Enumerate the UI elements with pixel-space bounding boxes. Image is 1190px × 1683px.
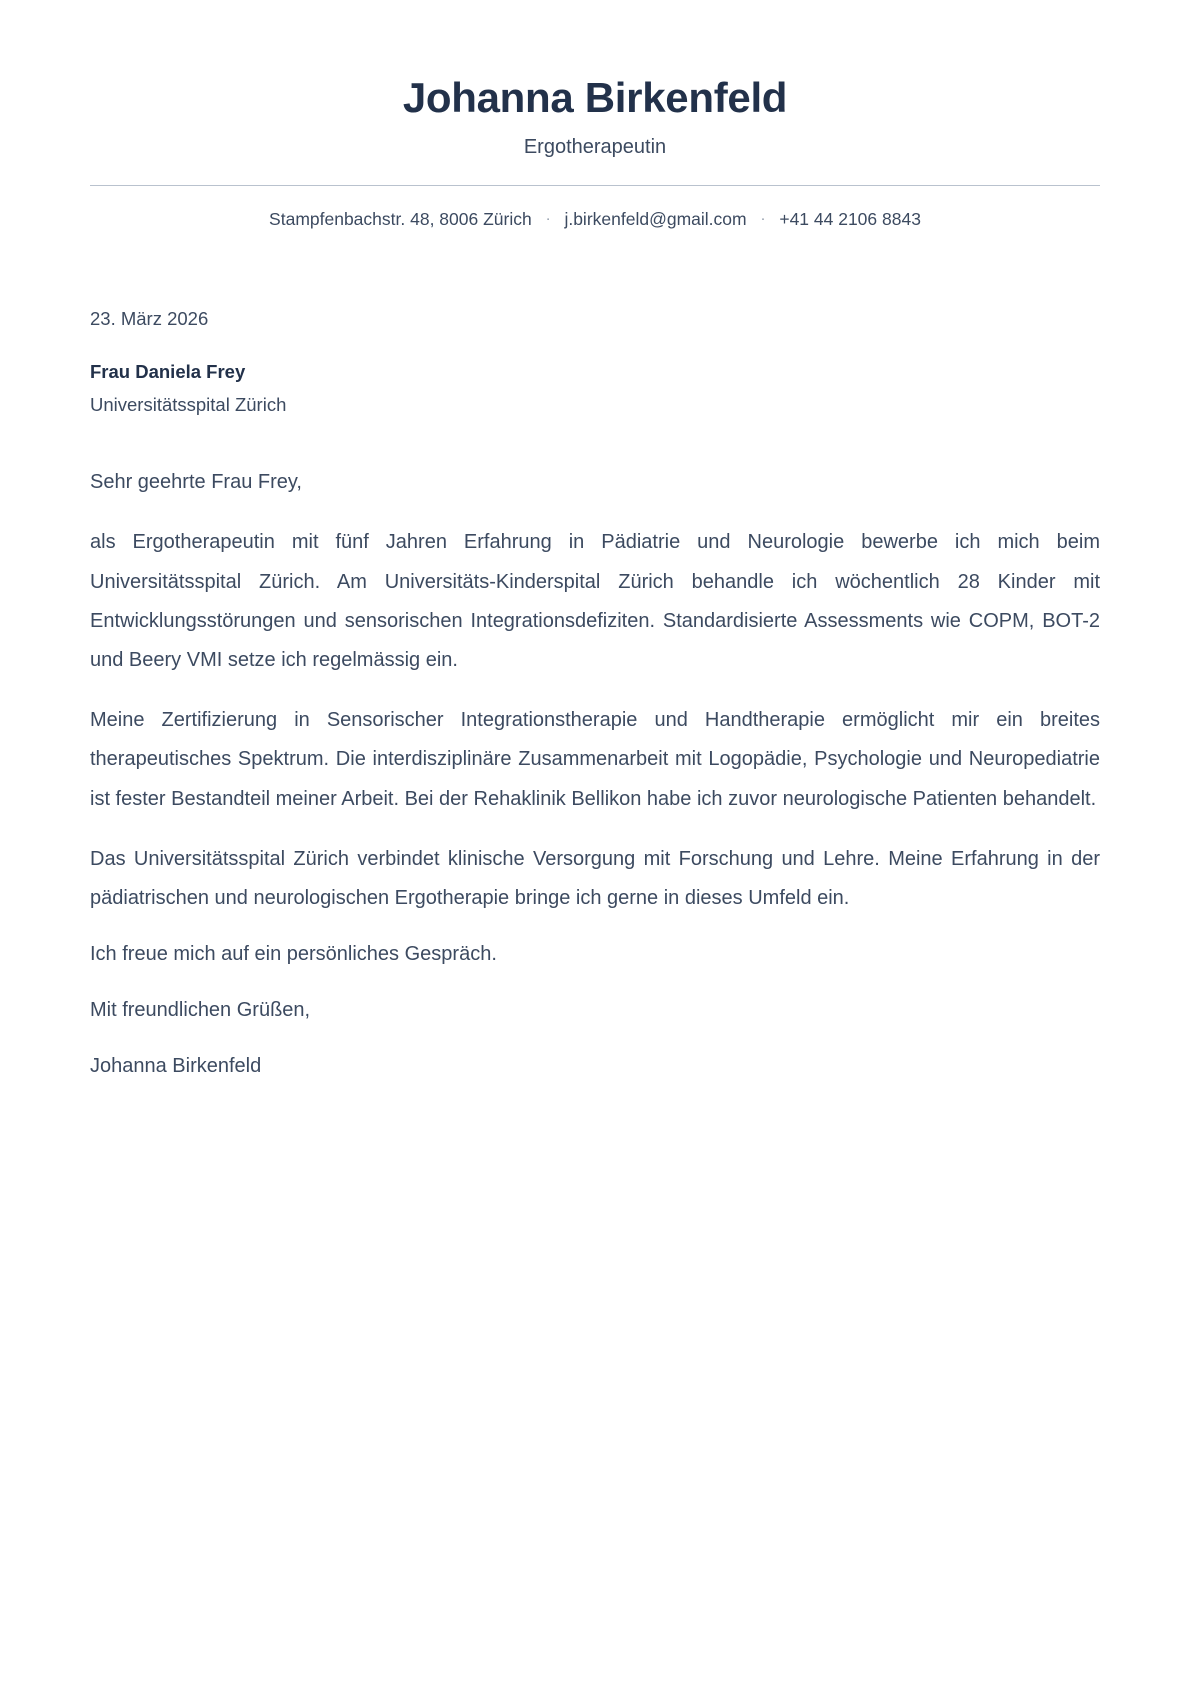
candidate-job-title: Ergotherapeutin <box>523 136 667 159</box>
signature-name: Johanna Birkenfeld <box>90 1055 262 1078</box>
closing-salutation: Mit freundlichen Grüßen, <box>90 999 311 1022</box>
salutation: Sehr geehrte Frau Frey, <box>90 471 302 494</box>
contact-separator-icon: · <box>545 210 551 228</box>
letter-meta-block <box>90 305 1100 420</box>
call-to-action-line: Ich freue mich auf ein persönliches Gespräch. <box>90 943 497 966</box>
recipient-organization: Universitätsspital Zürich <box>90 393 287 415</box>
contact-address: Stampfenbachstr. 48, 8006 Zürich <box>269 209 532 230</box>
candidate-name: Johanna Birkenfeld <box>402 74 788 121</box>
recipient-block <box>90 357 1100 419</box>
contact-separator-icon: · <box>760 210 766 228</box>
contact-phone[interactable]: +41 44 2106 8843 <box>779 209 921 230</box>
recipient-name: Frau Daniela Frey <box>90 361 246 383</box>
contact-line <box>90 207 1100 232</box>
contact-email[interactable]: j.birkenfeld@gmail.com <box>564 209 747 230</box>
letter-header <box>90 0 1100 232</box>
letter-date: 23. März 2026 <box>90 307 209 329</box>
body-paragraph: als Ergotherapeutin mit fünf Jahren Erfahrung in Pädiatrie und Neurologie bewerbe ich mich beim Universitätsspital Zürich. Am Universitäts-Kinderspital Zürich behandle ich wöchentlich 28 Kinder mit Entwicklungsstörungen und sensorischen Integrationsdefiziten. Standardisierte Assessments wie COPM, BOT-2 und Beery VMI setze ich regelmässig ein. <box>90 531 1100 672</box>
body-paragraph: Das Universitätsspital Zürich verbindet klinische Versorgung mit Forschung und Lehre. Meine Erfahrung in der pädiatrischen und neurologischen Ergotherapie bringe ich gerne in dieses Umfeld ein. <box>90 847 1100 909</box>
header-divider <box>90 185 1100 186</box>
body-paragraph: Meine Zertifizierung in Sensorischer Integrationstherapie und Handtherapie ermöglicht mir ein breites therapeutisches Spektrum. Die interdisziplinäre Zusammenarbeit mit Logopädie, Psychologie und Neuropediatrie ist fester Bestandteil meiner Arbeit. Bei der Rehaklinik Bellikon habe ich zuvor neurologische Patienten behandelt. <box>90 709 1100 810</box>
letter-body <box>90 467 1100 1082</box>
